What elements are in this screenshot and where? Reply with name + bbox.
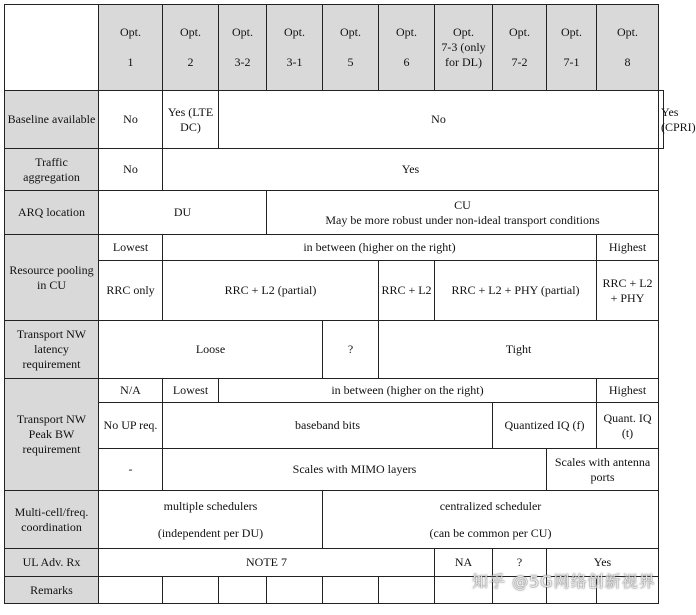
option-header-3-1: Opt. 3-1 xyxy=(267,5,323,91)
peakbw-no-up: No UP req. xyxy=(99,403,163,449)
peakbw-lowest: Lowest xyxy=(163,379,219,403)
remarks-cell xyxy=(379,577,435,604)
ul-adv-note7: NOTE 7 xyxy=(99,549,435,577)
pooling-lowest: Lowest xyxy=(99,235,163,261)
peakbw-baseband: baseband bits xyxy=(163,403,493,449)
option-header-3-2: Opt. 3-2 xyxy=(219,5,267,91)
split-options-table xyxy=(4,4,696,604)
multicell-multiple-title: multiple schedulers xyxy=(163,498,258,513)
row-label-remarks: Remarks xyxy=(5,577,99,604)
pooling-rrc-l2-partial: RRC + L2 (partial) xyxy=(163,261,379,321)
peakbw-row-a xyxy=(5,379,664,403)
peakbw-na: N/A xyxy=(99,379,163,403)
peakbw-mimo: Scales with MIMO layers xyxy=(163,449,547,491)
latency-row xyxy=(5,321,664,379)
pooling-highest: Highest xyxy=(597,235,659,261)
row-label-baseline: Baseline available xyxy=(5,91,99,149)
pooling-between: in between (higher on the right) xyxy=(163,235,597,261)
peakbw-dash: - xyxy=(99,449,163,491)
multicell-centralized xyxy=(323,491,659,549)
remarks-cell xyxy=(323,577,379,604)
traffic-row xyxy=(5,149,664,191)
multicell-centralized-note: (can be common per CU) xyxy=(429,525,552,540)
peakbw-row-c xyxy=(5,449,664,491)
arq-du: DU xyxy=(99,191,267,235)
multicell-row xyxy=(5,491,664,549)
latency-tight: Tight xyxy=(379,321,659,379)
peakbw-quant-f: Quantized IQ (f) xyxy=(493,403,597,449)
pooling-row-a xyxy=(5,235,664,261)
row-label-traffic: Traffic aggregation xyxy=(5,149,99,191)
peakbw-between: in between (higher on the right) xyxy=(219,379,597,403)
row-label-arq: ARQ location xyxy=(5,191,99,235)
peakbw-quant-t: Quant. IQ (t) xyxy=(597,403,659,449)
row-label-ul-adv: UL Adv. Rx xyxy=(5,549,99,577)
baseline-mid: No xyxy=(219,91,659,149)
header-row xyxy=(5,5,664,91)
row-label-peak-bw: Transport NW Peak BW requirement xyxy=(5,379,99,491)
latency-mid: ? xyxy=(323,321,379,379)
pooling-rrc-l2-phy: RRC + L2 + PHY xyxy=(597,261,659,321)
baseline-row xyxy=(5,91,664,149)
pooling-rrc-l2: RRC + L2 xyxy=(379,261,435,321)
arq-cu-note: May be more robust under non-ideal transport conditions xyxy=(325,212,600,227)
pooling-rrc-only: RRC only xyxy=(99,261,163,321)
traffic-opt1: No xyxy=(99,149,163,191)
peakbw-highest: Highest xyxy=(597,379,659,403)
multicell-multiple-note: (independent per DU) xyxy=(157,525,264,540)
peakbw-row-b xyxy=(5,403,664,449)
multicell-multiple xyxy=(99,491,323,549)
baseline-opt8: Yes (CPRI) xyxy=(659,91,664,149)
ul-adv-yes: Yes xyxy=(547,549,659,577)
row-label-latency: Transport NW latency requirement xyxy=(5,321,99,379)
row-label-multicell: Multi-cell/freq. coordination xyxy=(5,491,99,549)
option-header-7-1: Opt. 7-1 xyxy=(547,5,597,91)
baseline-opt2: Yes (LTE DC) xyxy=(163,91,219,149)
latency-loose: Loose xyxy=(99,321,323,379)
baseline-opt1: No xyxy=(99,91,163,149)
ul-adv-q: ? xyxy=(493,549,547,577)
arq-row xyxy=(5,191,664,235)
pooling-row-b xyxy=(5,261,664,321)
option-header-8: Opt. 8 xyxy=(597,5,659,91)
remarks-cell xyxy=(163,577,219,604)
ul-adv-na: NA xyxy=(435,549,493,577)
remarks-cell xyxy=(219,577,267,604)
option-header-2: Opt. 2 xyxy=(163,5,219,91)
arq-cu xyxy=(267,191,659,235)
peakbw-antenna: Scales with antenna ports xyxy=(547,449,659,491)
remarks-cell xyxy=(267,577,323,604)
arq-cu-title: CU xyxy=(454,197,471,212)
remarks-cell xyxy=(99,577,163,604)
option-header-7-2: Opt. 7-2 xyxy=(493,5,547,91)
option-header-6: Opt. 6 xyxy=(379,5,435,91)
corner-cell xyxy=(5,5,99,91)
option-header-7-3: Opt. 7-3 (only for DL) xyxy=(435,5,493,91)
traffic-rest: Yes xyxy=(163,149,659,191)
watermark: 知乎 @5G网络创新视界 xyxy=(472,572,656,591)
multicell-centralized-title: centralized scheduler xyxy=(439,498,542,513)
option-header-1: Opt. 1 xyxy=(99,5,163,91)
row-label-pooling: Resource pooling in CU xyxy=(5,235,99,321)
pooling-rrc-l2-phy-partial: RRC + L2 + PHY (partial) xyxy=(435,261,597,321)
option-header-5: Opt. 5 xyxy=(323,5,379,91)
